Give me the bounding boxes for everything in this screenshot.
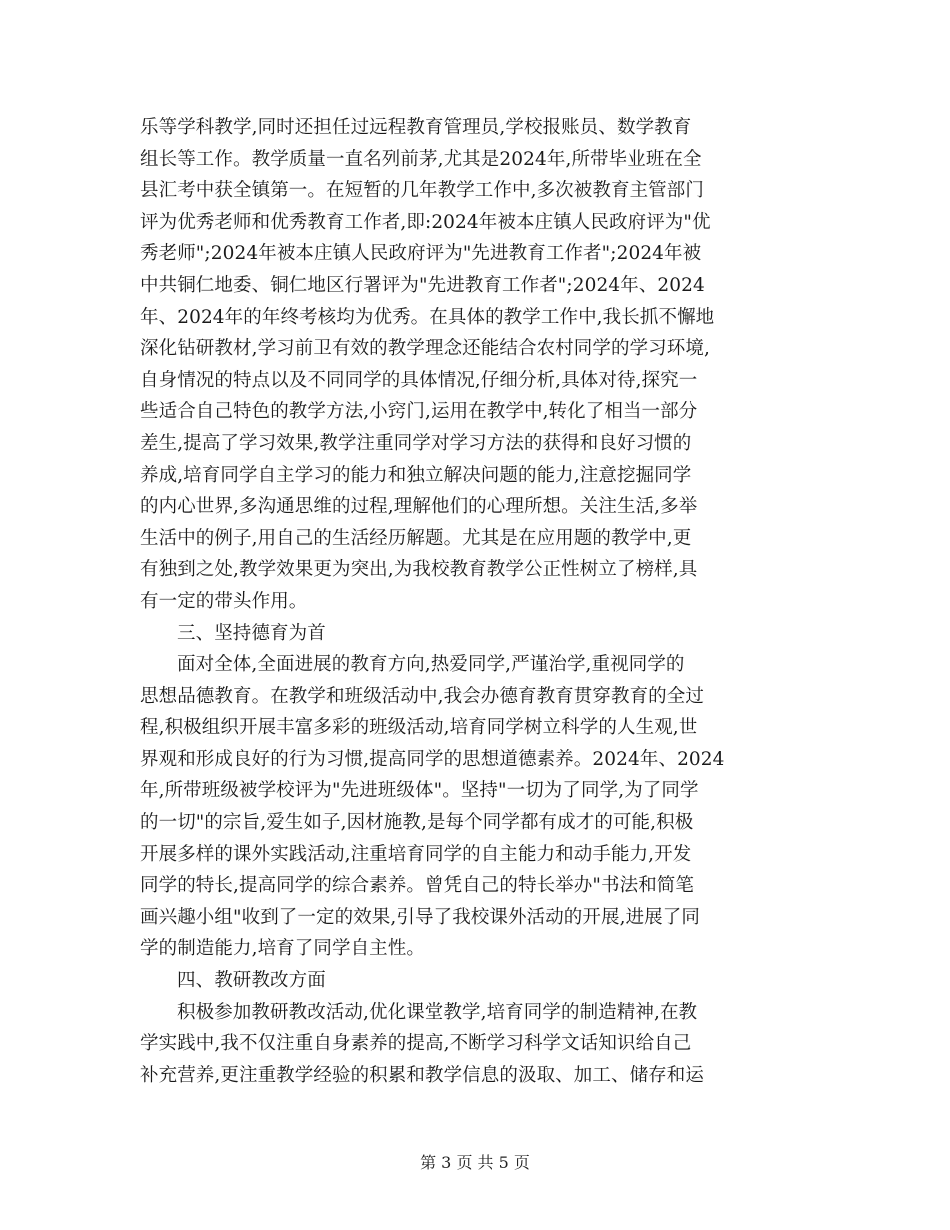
paragraph-line: 乐等学科教学,同时还担任过远程教育管理员,学校报账员、数学教育 (140, 117, 692, 138)
paragraph-line: 画兴趣小组"收到了一定的效果,引导了我校课外活动的开展,进展了同 (140, 906, 700, 928)
paragraph-line: 县汇考中获全镇第一。在短暂的几年教学工作中,多次被教育主管部门 (140, 180, 704, 202)
paragraph-line: 自身情况的特点以及不同同学的具体情况,仔细分析,具体对待,探究一 (140, 369, 698, 391)
paragraph-line: 养成,培育同学自主学习的能力和独立解决问题的能力,注意挖掘同学 (140, 464, 692, 486)
paragraph-line: 学实践中,我不仅注重自身素养的提高,不断学习科学文话知识给自己 (140, 1033, 692, 1055)
paragraph-line: 深化钻研教材,学习前卫有效的教学理念还能结合农村同学的学习环境, (140, 338, 710, 360)
paragraph-line: 生活中的例子,用自己的生活经历解题。尤其是在应用题的教学中,更 (140, 527, 692, 549)
paragraph-line: 的内心世界,多沟通思维的过程,理解他们的心理所想。关注生活,多举 (140, 496, 698, 518)
paragraph-line: 开展多样的课外实践活动,注重培育同学的自主能力和动手能力,开发 (140, 843, 692, 865)
paragraph-line-indented: 三、坚持德育为首 (177, 622, 326, 644)
paragraph-line: 组长等工作。教学质量一直名列前茅,尤其是2024年,所带毕业班在全 (140, 148, 702, 170)
paragraph-line: 有独到之处,教学效果更为突出,为我校教育教学公正性树立了榜样,具 (140, 559, 698, 581)
paragraph-line: 些适合自己特色的教学方法,小窍门,运用在教学中,转化了相当一部分 (140, 401, 698, 423)
paragraph-line: 学的制造能力,培育了同学自主性。 (140, 938, 425, 960)
paragraph-line: 差生,提高了学习效果,教学注重同学对学习方法的获得和良好习惯的 (140, 432, 692, 454)
paragraph-line-indented: 积极参加教研教改活动,优化课堂教学,培育同学的制造精神,在教 (177, 1001, 698, 1023)
paragraph-line: 评为优秀老师和优秀教育工作者,即:2024年被本庄镇人民政府评为"优 (140, 211, 711, 233)
paragraph-line: 同学的特长,提高同学的综合素养。曾凭自己的特长举办"书法和简笔 (140, 875, 694, 897)
paragraph-line: 补充营养,更注重教学经验的积累和教学信息的汲取、加工、储存和运 (140, 1064, 704, 1086)
document-body (140, 112, 820, 1091)
page-footer: 第 3 页 共 5 页 (420, 1153, 530, 1172)
paragraph-line: 年、2024年的年终考核均为优秀。在具体的教学工作中,我长抓不懈地 (140, 306, 715, 328)
paragraph-line-indented: 四、教研教改方面 (177, 970, 326, 992)
paragraph-line: 有一定的带头作用。 (140, 590, 308, 612)
paragraph-line: 中共铜仁地委、铜仁地区行署评为"先进教育工作者";2024年、2024 (140, 274, 705, 296)
paragraph-line: 界观和形成良好的行为习惯,提高同学的思想道德素养。2024年、2024 (140, 748, 725, 770)
paragraph-line: 年,所带班级被学校评为"先进班级体"。坚持"一切为了同学,为了同学 (140, 780, 699, 802)
paragraph-line: 秀老师";2024年被本庄镇人民政府评为"先进教育工作者";2024年被 (140, 243, 702, 265)
paragraph-line: 的一切"的宗旨,爱生如子,因材施教,是每个同学都有成才的可能,积极 (140, 812, 694, 834)
paragraph-line-indented: 面对全体,全面进展的教育方向,热爱同学,严谨治学,重视同学的 (177, 654, 685, 676)
paragraph-line: 思想品德教育。在教学和班级活动中,我会办德育教育贯穿教育的全过 (140, 685, 704, 707)
paragraph-line: 程,积极组织开展丰富多彩的班级活动,培育同学树立科学的人生观,世 (140, 717, 698, 739)
